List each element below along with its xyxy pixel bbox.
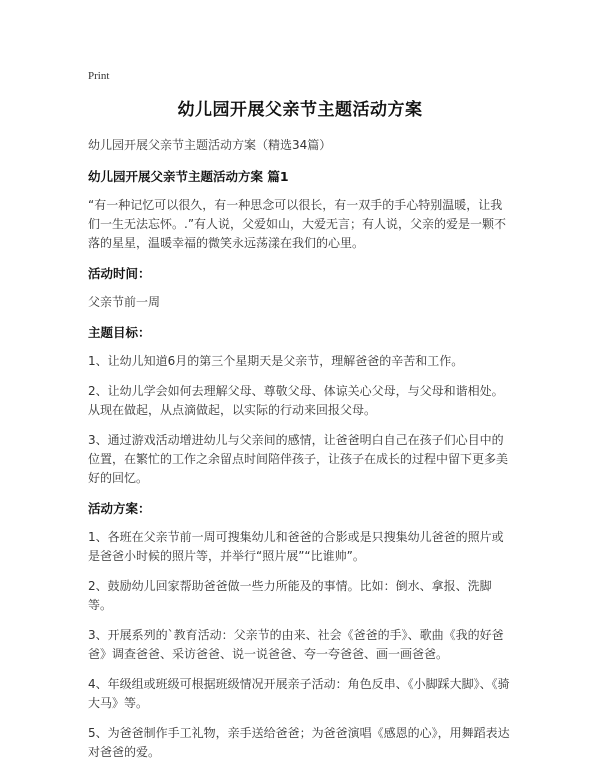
plan-item: 1、各班在父亲节前一周可搜集幼儿和爸爸的合影或是只搜集幼儿爸爸的照片或是爸爸小时候的照片等，并举行“照片展”“比谁帅”。	[88, 530, 504, 563]
plan-item: 4、年级组或班级可根据班级情况开展亲子活动：角色反串、《小脚踩大脚》、《骑大马》等。	[88, 677, 510, 710]
goals-heading: 主题目标：	[88, 325, 151, 340]
goal-item: 2、让幼儿学会如何去理解父母、尊敬父母、体谅关心父母，与父母和谐相处。从现在做起，从点滴做起，以实际的行动来回报父母。	[88, 384, 504, 417]
document-subtitle: 幼儿园开展父亲节主题活动方案（精选34篇）	[88, 138, 332, 152]
print-link[interactable]: Print	[88, 70, 110, 82]
section-title: 幼儿园开展父亲节主题活动方案 篇1	[88, 169, 289, 184]
goal-item: 1、让幼儿知道6月的第三个星期天是父亲节，理解爸爸的辛苦和工作。	[88, 354, 464, 368]
intro-paragraph: “有一种记忆可以很久，有一种思念可以很长，有一双手的手心特别温暖，让我们一生无法忘怀。.”有人说，父爱如山，大爱无言；有人说，父亲的爱是一颗不落的星星，温暖幸福的微笑永远荡漾在我们的心里。	[88, 198, 507, 250]
goal-item: 3、通过游戏活动增进幼儿与父亲间的感情，让爸爸明白自己在孩子们心目中的位置，在繁忙的工作之余留点时间陪伴孩子，让孩子在成长的过程中留下更多美好的回忆。	[88, 433, 509, 485]
time-value: 父亲节前一周	[88, 295, 161, 309]
plan-heading: 活动方案：	[88, 501, 151, 516]
plan-item: 3、开展系列的`教育活动：父亲节的由来、社会《爸爸的手》、歌曲《我的好爸爸》调查爸爸、采访爸爸、说一说爸爸、夸一夸爸爸、画一画爸爸。	[88, 628, 504, 661]
time-heading: 活动时间：	[88, 266, 151, 281]
plan-item: 5、为爸爸制作手工礼物，亲手送给爸爸；为爸爸演唱《感恩的心》，用舞蹈表达对爸爸的爱。	[88, 726, 510, 759]
plan-item: 2、鼓励幼儿回家帮助爸爸做一些力所能及的事情。比如：倒水、拿报、洗脚等。	[88, 579, 492, 612]
page-title: 幼儿园开展父亲节主题活动方案	[177, 100, 423, 120]
